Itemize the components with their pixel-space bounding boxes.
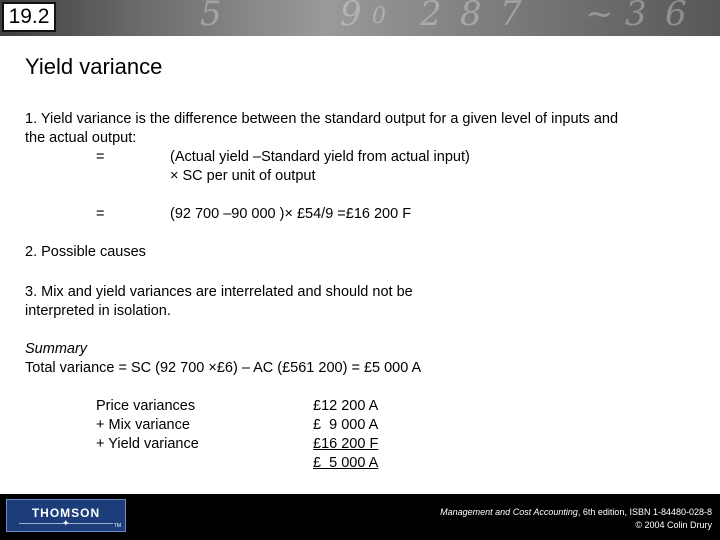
banner-digit: 5: [200, 0, 222, 34]
point3-line2: interpreted in isolation.: [25, 303, 171, 319]
summary-total: Total variance = SC (92 700 ×£6) – AC (£561 200) = £5 000 A: [25, 360, 422, 376]
book-edition: , 6th edition, ISBN 1-84480-028-8: [577, 507, 712, 517]
star-icon: ✦: [62, 518, 70, 528]
slide-number: 19.2: [2, 2, 56, 32]
summary-label: Price variances: [96, 398, 196, 414]
point2-text: 2. Possible causes: [25, 244, 146, 260]
summary-value-total: £ 5 000 A: [313, 455, 379, 471]
summary-value: £16 200 F: [313, 436, 379, 452]
banner-digit: 3: [625, 0, 647, 34]
thomson-logo: [6, 499, 126, 532]
summary-label: + Mix variance: [96, 417, 190, 433]
trademark-mark: TM: [113, 523, 121, 529]
equation2-sign: =: [96, 206, 105, 222]
banner-digit: 7: [500, 0, 522, 34]
point1-line1: 1. Yield variance is the difference between the standard output for a given level of inputs and: [25, 111, 619, 127]
book-title: Management and Cost Accounting: [440, 507, 578, 517]
book-reference: [440, 507, 712, 517]
banner-digit: ~: [585, 0, 614, 34]
header-banner: [0, 0, 720, 36]
equation2-calculation: (92 700 –90 000 )× £54/9 =£16 200 F: [170, 206, 412, 222]
equation1-continuation: × SC per unit of output: [170, 168, 316, 184]
banner-digit: 6: [665, 0, 687, 34]
banner-digit: 8: [460, 0, 482, 34]
banner-digit: 2: [420, 0, 442, 34]
banner-digit: 9: [340, 0, 362, 34]
summary-heading: Summary: [25, 341, 88, 357]
slide-title: Yield variance: [25, 54, 163, 79]
summary-label: + Yield variance: [96, 436, 199, 452]
copyright-notice: © 2004 Colin Drury: [635, 520, 712, 530]
point1-line2: the actual output:: [25, 130, 137, 146]
summary-value: £12 200 A: [313, 398, 379, 414]
logo-wordmark: THOMSON: [31, 506, 101, 520]
equation1-sign: =: [96, 149, 105, 165]
point3-line1: 3. Mix and yield variances are interrelated and should not be: [25, 284, 413, 300]
equation1-formula: (Actual yield –Standard yield from actual input): [170, 149, 470, 165]
banner-digit: 0: [372, 4, 386, 29]
summary-value: £ 9 000 A: [313, 417, 379, 433]
footer-bar: [0, 494, 720, 540]
